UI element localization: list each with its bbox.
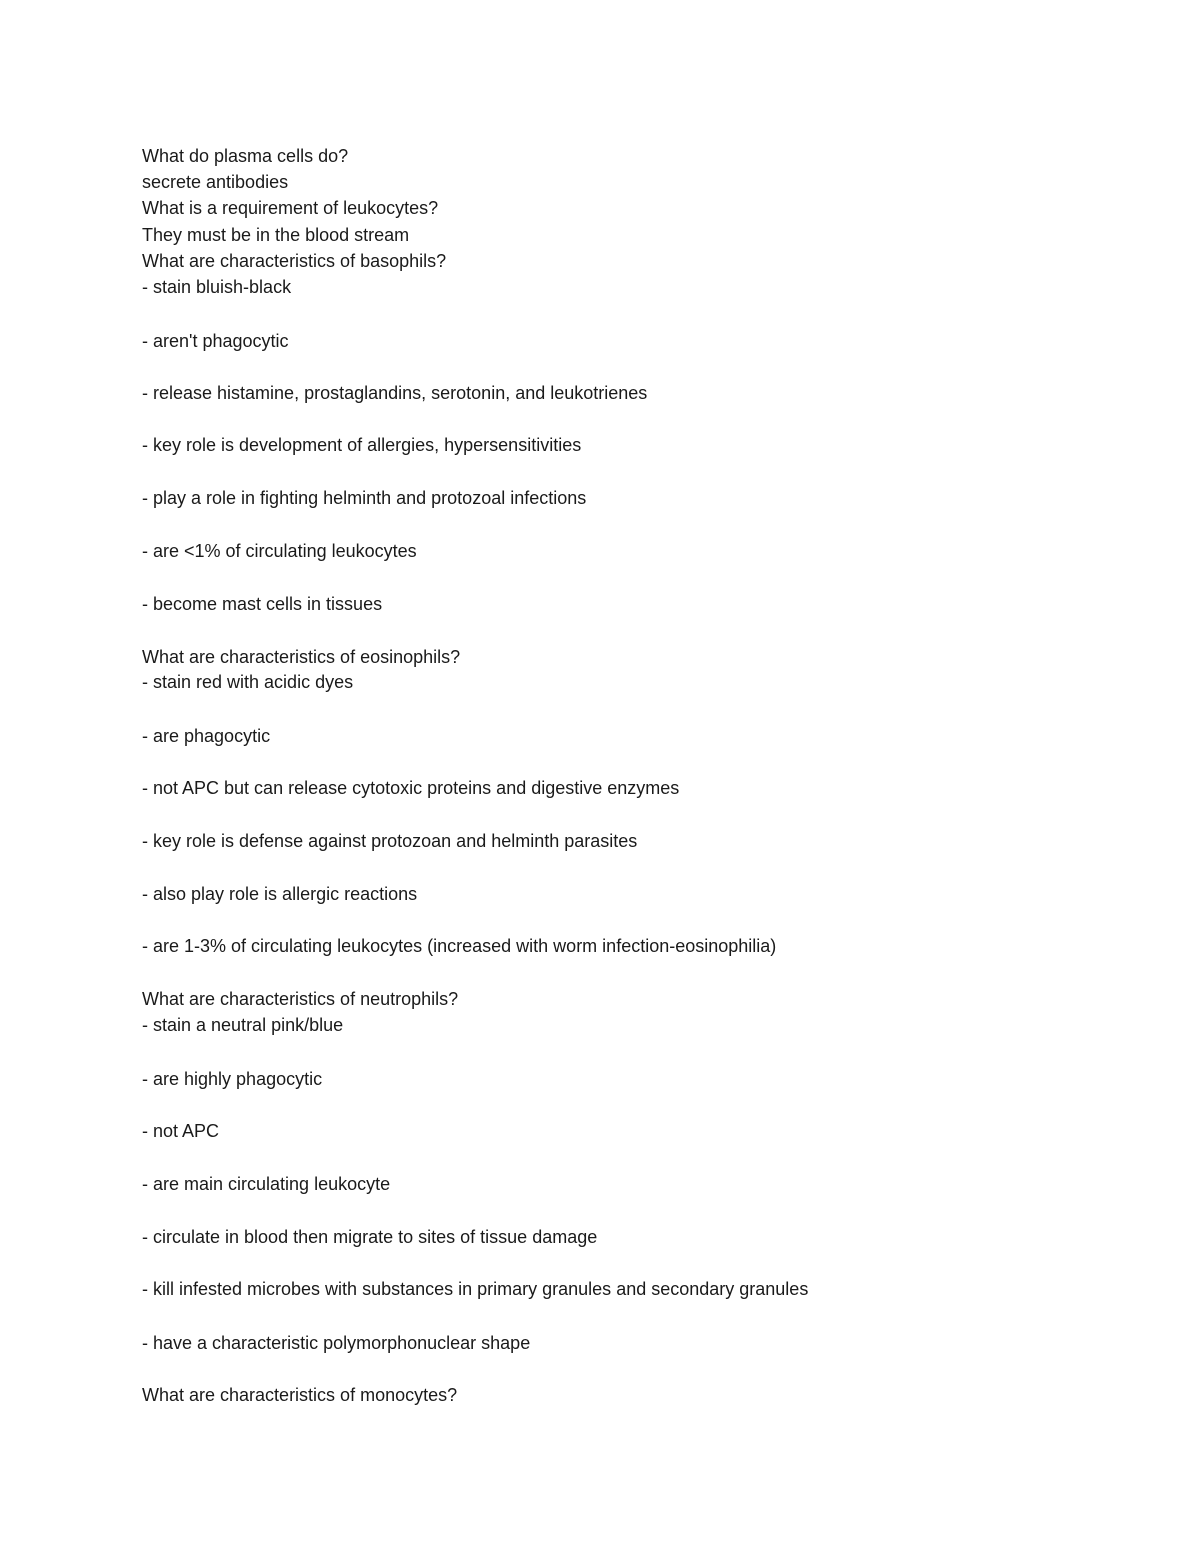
question-monocytes: What are characteristics of monocytes? [142, 1385, 458, 1405]
answer-leukocyte-requirement: They must be in the blood stream [142, 225, 410, 245]
question-basophils: What are characteristics of basophils? [142, 251, 447, 271]
question-leukocyte-requirement: What is a requirement of leukocytes? [142, 198, 439, 218]
neutrophil-point: - are main circulating leukocyte [142, 1174, 391, 1194]
neutrophil-point: - kill infested microbes with substances in primary granules and secondary granules [142, 1279, 809, 1299]
eosinophil-point: - key role is defense against protozoan and helminth parasites [142, 831, 638, 851]
basophil-point: - aren't phagocytic [142, 331, 289, 351]
question-eosinophils: What are characteristics of eosinophils? [142, 647, 461, 667]
question-neutrophils: What are characteristics of neutrophils? [142, 989, 459, 1009]
eosinophil-point: - also play role is allergic reactions [142, 884, 418, 904]
basophil-point: - are <1% of circulating leukocytes [142, 541, 417, 561]
basophil-point: - play a role in fighting helminth and protozoal infections [142, 488, 587, 508]
neutrophil-point: - have a characteristic polymorphonuclear shape [142, 1333, 531, 1353]
neutrophil-point: - are highly phagocytic [142, 1069, 323, 1089]
neutrophil-point: - not APC [142, 1121, 220, 1141]
basophil-point: - key role is development of allergies, hypersensitivities [142, 435, 582, 455]
basophil-point: - become mast cells in tissues [142, 594, 383, 614]
neutrophil-point: - stain a neutral pink/blue [142, 1015, 344, 1035]
question-plasma-cells: What do plasma cells do? [142, 146, 349, 166]
eosinophil-point: - not APC but can release cytotoxic proteins and digestive enzymes [142, 778, 680, 798]
neutrophil-point: - circulate in blood then migrate to sites of tissue damage [142, 1227, 598, 1247]
eosinophil-point: - stain red with acidic dyes [142, 672, 354, 692]
basophil-point: - release histamine, prostaglandins, serotonin, and leukotrienes [142, 383, 648, 403]
eosinophil-point: - are phagocytic [142, 726, 271, 746]
eosinophil-point: - are 1-3% of circulating leukocytes (increased with worm infection-eosinophilia) [142, 936, 777, 956]
basophil-point: - stain bluish-black [142, 277, 292, 297]
answer-plasma-cells: secrete antibodies [142, 172, 289, 192]
